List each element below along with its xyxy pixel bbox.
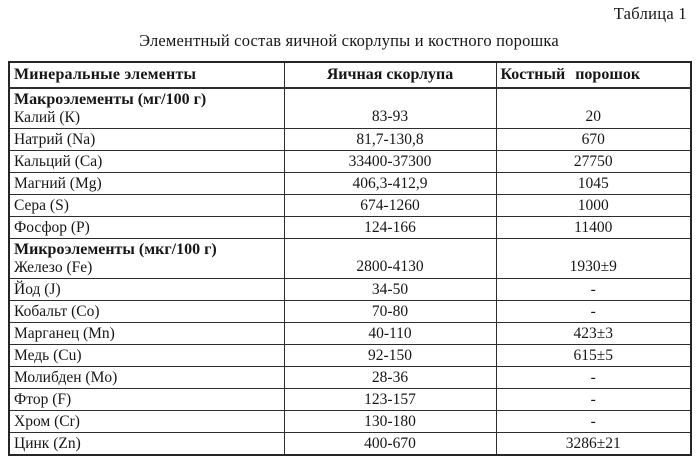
eggshell-value: 28-36	[284, 367, 496, 389]
bone-value: -	[496, 301, 691, 323]
table-row	[9, 151, 691, 173]
table-row	[9, 195, 691, 217]
element-name: Марганец (Mn)	[9, 323, 284, 345]
header-eggshell: Яичная скорлупа	[284, 62, 496, 88]
eggshell-value: 2800-4130	[284, 239, 496, 279]
table-row	[9, 323, 691, 345]
table-row-macroelements	[9, 88, 691, 129]
bone-value: 670	[496, 129, 691, 151]
table-header-row	[9, 62, 691, 88]
element-name: Натрий (Na)	[9, 129, 284, 151]
element-name: Молибден (Mo)	[9, 367, 284, 389]
table-row	[9, 367, 691, 389]
bone-value: -	[496, 411, 691, 433]
header-bone-powder: Костный порошок	[496, 62, 691, 88]
element-name: Цинк (Zn)	[9, 433, 284, 456]
eggshell-value: 70-80	[284, 301, 496, 323]
eggshell-value: 40-110	[284, 323, 496, 345]
eggshell-value: 400-670	[284, 433, 496, 456]
eggshell-value: 33400-37300	[284, 151, 496, 173]
bone-value: 1930±9	[496, 239, 691, 279]
group-label-micro: Микроэлементы (мкг/100 г)	[14, 240, 217, 258]
element-name: Калий (К)	[14, 108, 81, 126]
bone-value: 1045	[496, 173, 691, 195]
table-row	[9, 389, 691, 411]
bone-value: 615±5	[496, 345, 691, 367]
table-row	[9, 345, 691, 367]
element-name: Медь (Cu)	[9, 345, 284, 367]
group-label-macro: Макроэлементы (мг/100 г)	[14, 90, 207, 108]
table-row	[9, 217, 691, 239]
table-row-microelements	[9, 239, 691, 279]
table-row	[9, 411, 691, 433]
eggshell-value: 83-93	[284, 88, 496, 129]
eggshell-value: 130-180	[284, 411, 496, 433]
table-number-label: Таблица 1	[613, 4, 687, 23]
element-name: Фтор (F)	[9, 389, 284, 411]
bone-value: 423±3	[496, 323, 691, 345]
element-name: Фосфор (P)	[9, 217, 284, 239]
element-name: Йод (J)	[9, 279, 284, 301]
table-row	[9, 279, 691, 301]
element-name: Кальций (Ca)	[9, 151, 284, 173]
table-row	[9, 129, 691, 151]
eggshell-value: 123-157	[284, 389, 496, 411]
eggshell-value: 124-166	[284, 217, 496, 239]
bone-value: 3286±21	[496, 433, 691, 456]
bone-value: 27750	[496, 151, 691, 173]
bone-value: 1000	[496, 195, 691, 217]
table-row	[9, 301, 691, 323]
element-name: Железо (Fe)	[14, 258, 93, 276]
eggshell-value: 406,3-412,9	[284, 173, 496, 195]
document-title: Элементный состав яичной скорлупы и костного порошка	[139, 31, 559, 50]
bone-value: -	[496, 389, 691, 411]
bone-value: 20	[496, 88, 691, 129]
composition-table	[8, 61, 692, 456]
bone-value: -	[496, 367, 691, 389]
bone-value: -	[496, 279, 691, 301]
eggshell-value: 81,7-130,8	[284, 129, 496, 151]
eggshell-value: 92-150	[284, 345, 496, 367]
element-name: Кобальт (Co)	[9, 301, 284, 323]
bone-value: 11400	[496, 217, 691, 239]
table-row	[9, 433, 691, 456]
element-name: Магний (Mg)	[9, 173, 284, 195]
element-name: Сера (S)	[9, 195, 284, 217]
element-name: Хром (Cr)	[9, 411, 284, 433]
table-row	[9, 173, 691, 195]
header-mineral-elements: Минеральные элементы	[9, 62, 284, 88]
eggshell-value: 674-1260	[284, 195, 496, 217]
eggshell-value: 34-50	[284, 279, 496, 301]
